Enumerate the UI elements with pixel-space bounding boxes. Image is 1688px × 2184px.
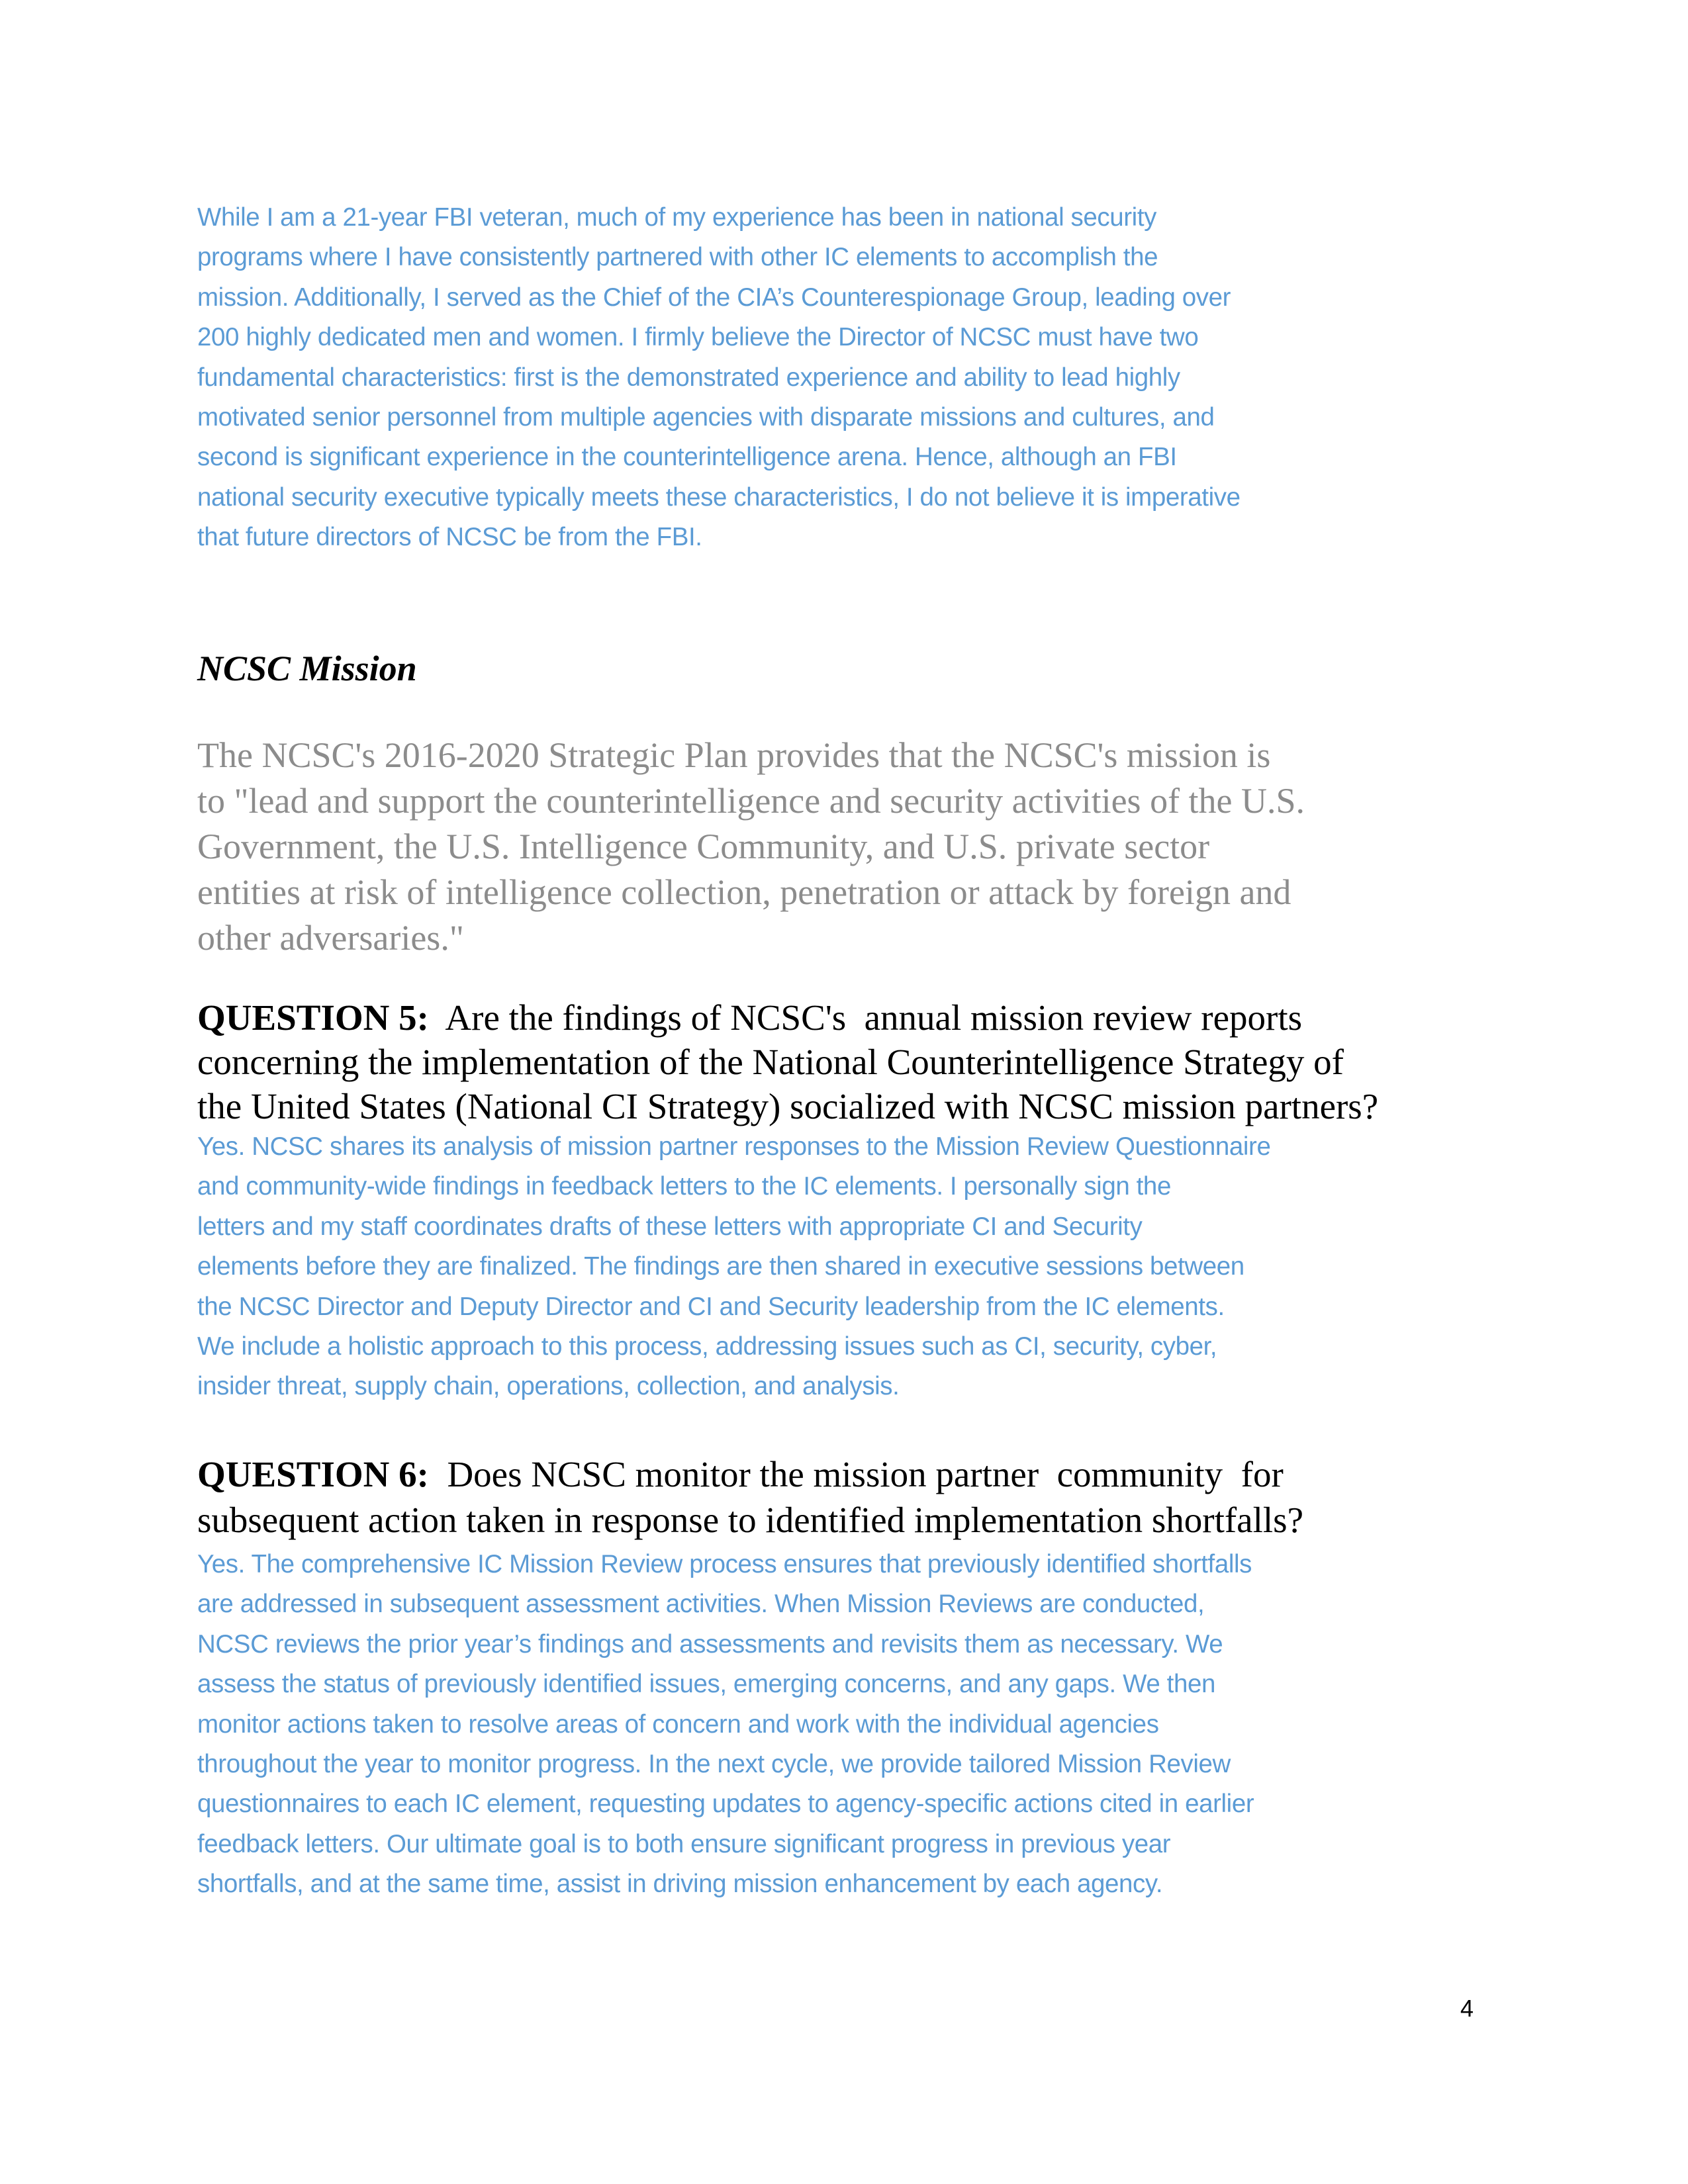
answer-6 bbox=[197, 1545, 1254, 1905]
text-line: to "lead and support the counterintelligence and security activities of the U.S. bbox=[197, 781, 1305, 821]
text-line: letters and my staff coordinates drafts of these letters with appropriate CI and Security bbox=[197, 1212, 1143, 1241]
text-line: monitor actions taken to resolve areas of concern and work with the individual agencies bbox=[197, 1709, 1159, 1739]
text-line: subsequent action taken in response to identified implementation shortfalls? bbox=[197, 1500, 1303, 1540]
text-line: entities at risk of intelligence collection, penetration or attack by foreign and bbox=[197, 872, 1291, 912]
text-line: the United States (National CI Strategy) socialized with NCSC mission partners? bbox=[197, 1086, 1379, 1126]
answer-5 bbox=[197, 1127, 1271, 1407]
text-line: questionnaires to each IC element, requesting updates to agency-specific actions cited in earlier bbox=[197, 1790, 1254, 1819]
text-line: throughout the year to monitor progress. In the next cycle, we provide tailored Mission Review bbox=[197, 1750, 1231, 1779]
text-line: the NCSC Director and Deputy Director and CI and Security leadership from the IC elements. bbox=[197, 1292, 1225, 1321]
text-line: national security executive typically meets these characteristics, I do not believe it is imperative bbox=[197, 482, 1241, 512]
text-line: elements before they are finalized. The findings are then shared in executive sessions between bbox=[197, 1252, 1244, 1281]
text-line: other adversaries." bbox=[197, 918, 464, 958]
text-line: NCSC reviews the prior year’s findings and assessments and revisits them as necessary. We bbox=[197, 1629, 1223, 1659]
mission-quote bbox=[197, 733, 1305, 961]
text-line: shortfalls, and at the same time, assist in driving mission enhancement by each agency. bbox=[197, 1870, 1163, 1899]
question-text: Are the findings of NCSC's annual mission review reports bbox=[428, 997, 1302, 1038]
text-line: concerning the implementation of the National Counterintelligence Strategy of bbox=[197, 1042, 1344, 1082]
text-line: second is significant experience in the counterintelligence arena. Hence, although an FBI bbox=[197, 443, 1177, 472]
text-line: that future directors of NCSC be from the FBI. bbox=[197, 523, 702, 552]
text-line: While I am a 21-year FBI veteran, much of my experience has been in national security bbox=[197, 203, 1156, 232]
text-line: Government, the U.S. Intelligence Community, and U.S. private sector bbox=[197, 827, 1210, 866]
text-line bbox=[197, 995, 1378, 1040]
text-line: The NCSC's 2016-2020 Strategic Plan provides that the NCSC's mission is bbox=[197, 735, 1271, 775]
question-5 bbox=[197, 995, 1378, 1128]
page-number: 4 bbox=[1460, 1995, 1474, 2022]
text-line: programs where I have consistently partnered with other IC elements to accomplish the bbox=[197, 243, 1158, 272]
question-6 bbox=[197, 1451, 1303, 1543]
text-line: Yes. The comprehensive IC Mission Review process ensures that previously identified shortfalls bbox=[197, 1550, 1252, 1578]
text-line: insider threat, supply chain, operations, collection, and analysis. bbox=[197, 1372, 900, 1401]
text-line: We include a holistic approach to this process, addressing issues such as CI, security, cyber, bbox=[197, 1332, 1217, 1361]
text-line: assess the status of previously identified issues, emerging concerns, and any gaps. We then bbox=[197, 1670, 1215, 1699]
question-label: QUESTION 6: bbox=[197, 1454, 429, 1494]
text-line: mission. Additionally, I served as the Chief of the CIA’s Counterespionage Group, leading over bbox=[197, 283, 1231, 312]
section-heading: NCSC Mission bbox=[197, 649, 417, 688]
text-line: fundamental characteristics: first is the demonstrated experience and ability to lead highly bbox=[197, 363, 1180, 392]
question-text: Does NCSC monitor the mission partner community for bbox=[428, 1454, 1284, 1494]
text-line: motivated senior personnel from multiple agencies with disparate missions and cultures, and bbox=[197, 403, 1215, 432]
text-line: Yes. NCSC shares its analysis of mission partner responses to the Mission Review Questionnaire bbox=[197, 1132, 1271, 1161]
text-line bbox=[197, 1451, 1303, 1497]
text-line: feedback letters. Our ultimate goal is to both ensure significant progress in previous year bbox=[197, 1829, 1171, 1858]
text-line: 200 highly dedicated men and women. I firmly believe the Director of NCSC must have two bbox=[197, 323, 1199, 352]
intro-paragraph bbox=[197, 198, 1241, 558]
text-line: are addressed in subsequent assessment activities. When Mission Reviews are conducted, bbox=[197, 1590, 1205, 1619]
text-line: and community-wide findings in feedback letters to the IC elements. I personally sign the bbox=[197, 1172, 1171, 1201]
question-label: QUESTION 5: bbox=[197, 997, 429, 1038]
